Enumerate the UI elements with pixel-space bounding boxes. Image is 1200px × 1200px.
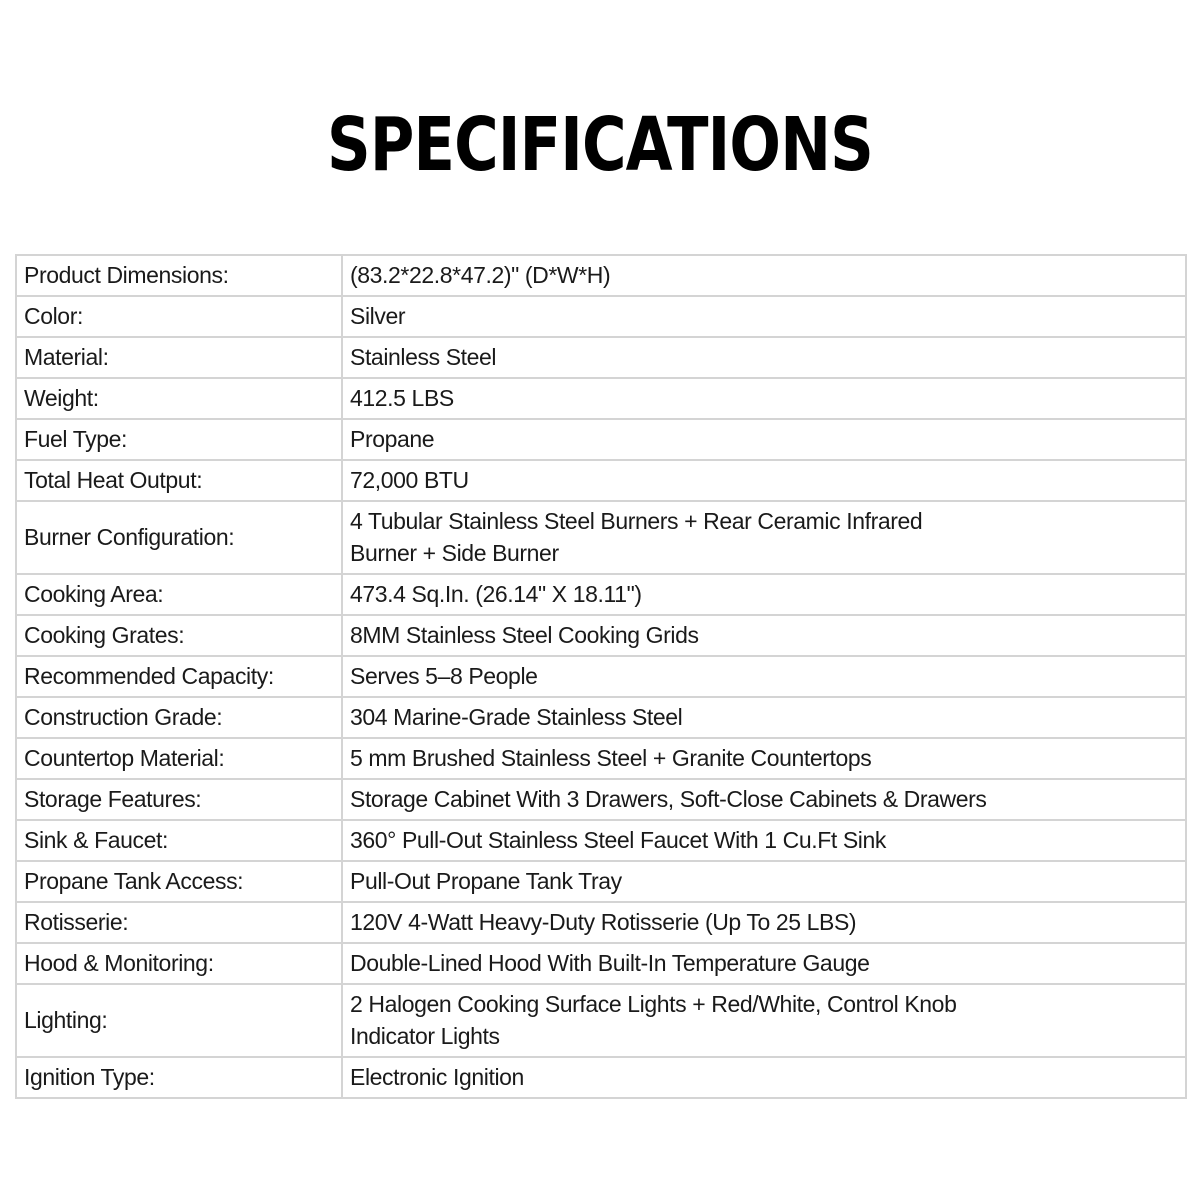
spec-value-line: Indicator Lights xyxy=(350,1023,500,1049)
table-row xyxy=(16,984,1186,1057)
table-row xyxy=(16,861,1186,902)
spec-value: 360° Pull-Out Stainless Steel Faucet With 1 Cu.Ft Sink xyxy=(342,820,1186,861)
spec-label: Total Heat Output: xyxy=(16,460,342,501)
spec-value-line: Burner + Side Burner xyxy=(350,540,559,566)
spec-value: 304 Marine-Grade Stainless Steel xyxy=(342,697,1186,738)
spec-label: Weight: xyxy=(16,378,342,419)
table-row xyxy=(16,1057,1186,1098)
spec-label: Construction Grade: xyxy=(16,697,342,738)
spec-value: 8MM Stainless Steel Cooking Grids xyxy=(342,615,1186,656)
table-row xyxy=(16,460,1186,501)
table-row xyxy=(16,820,1186,861)
spec-label: Fuel Type: xyxy=(16,419,342,460)
spec-value: Silver xyxy=(342,296,1186,337)
spec-value: Propane xyxy=(342,419,1186,460)
spec-label: Color: xyxy=(16,296,342,337)
spec-value-line: 2 Halogen Cooking Surface Lights + Red/White, Control Knob xyxy=(350,991,957,1017)
spec-value: 473.4 Sq.In. (26.14" X 18.11") xyxy=(342,574,1186,615)
table-row xyxy=(16,501,1186,574)
spec-value: 412.5 LBS xyxy=(342,378,1186,419)
spec-value: Serves 5–8 People xyxy=(342,656,1186,697)
spec-label: Ignition Type: xyxy=(16,1057,342,1098)
spec-label: Hood & Monitoring: xyxy=(16,943,342,984)
spec-value: (83.2*22.8*47.2)" (D*W*H) xyxy=(342,255,1186,296)
table-row xyxy=(16,615,1186,656)
table-row xyxy=(16,738,1186,779)
spec-label: Lighting: xyxy=(16,984,342,1057)
spec-value: 72,000 BTU xyxy=(342,460,1186,501)
spec-label: Cooking Grates: xyxy=(16,615,342,656)
table-row xyxy=(16,419,1186,460)
spec-value: 5 mm Brushed Stainless Steel + Granite Countertops xyxy=(342,738,1186,779)
spec-value: Stainless Steel xyxy=(342,337,1186,378)
table-row xyxy=(16,574,1186,615)
spec-label: Cooking Area: xyxy=(16,574,342,615)
table-row xyxy=(16,255,1186,296)
spec-label: Countertop Material: xyxy=(16,738,342,779)
spec-value: 120V 4-Watt Heavy-Duty Rotisserie (Up To 25 LBS) xyxy=(342,902,1186,943)
spec-value: Double-Lined Hood With Built-In Temperature Gauge xyxy=(342,943,1186,984)
spec-label: Material: xyxy=(16,337,342,378)
spec-label: Storage Features: xyxy=(16,779,342,820)
page-title: SPECIFICATIONS xyxy=(326,102,874,188)
table-row xyxy=(16,902,1186,943)
spec-label: Product Dimensions: xyxy=(16,255,342,296)
table-row xyxy=(16,697,1186,738)
spec-value xyxy=(342,501,1186,574)
spec-value: Electronic Ignition xyxy=(342,1057,1186,1098)
specifications-table xyxy=(15,254,1187,1099)
spec-label: Burner Configuration: xyxy=(16,501,342,574)
table-row xyxy=(16,296,1186,337)
table-row xyxy=(16,943,1186,984)
spec-label: Recommended Capacity: xyxy=(16,656,342,697)
table-row xyxy=(16,656,1186,697)
spec-label: Rotisserie: xyxy=(16,902,342,943)
spec-label: Sink & Faucet: xyxy=(16,820,342,861)
spec-value xyxy=(342,984,1186,1057)
table-row xyxy=(16,779,1186,820)
table-row xyxy=(16,378,1186,419)
spec-label: Propane Tank Access: xyxy=(16,861,342,902)
table-row xyxy=(16,337,1186,378)
spec-value: Storage Cabinet With 3 Drawers, Soft-Close Cabinets & Drawers xyxy=(342,779,1186,820)
spec-value-line: 4 Tubular Stainless Steel Burners + Rear Ceramic Infrared xyxy=(350,508,923,534)
spec-value: Pull-Out Propane Tank Tray xyxy=(342,861,1186,902)
